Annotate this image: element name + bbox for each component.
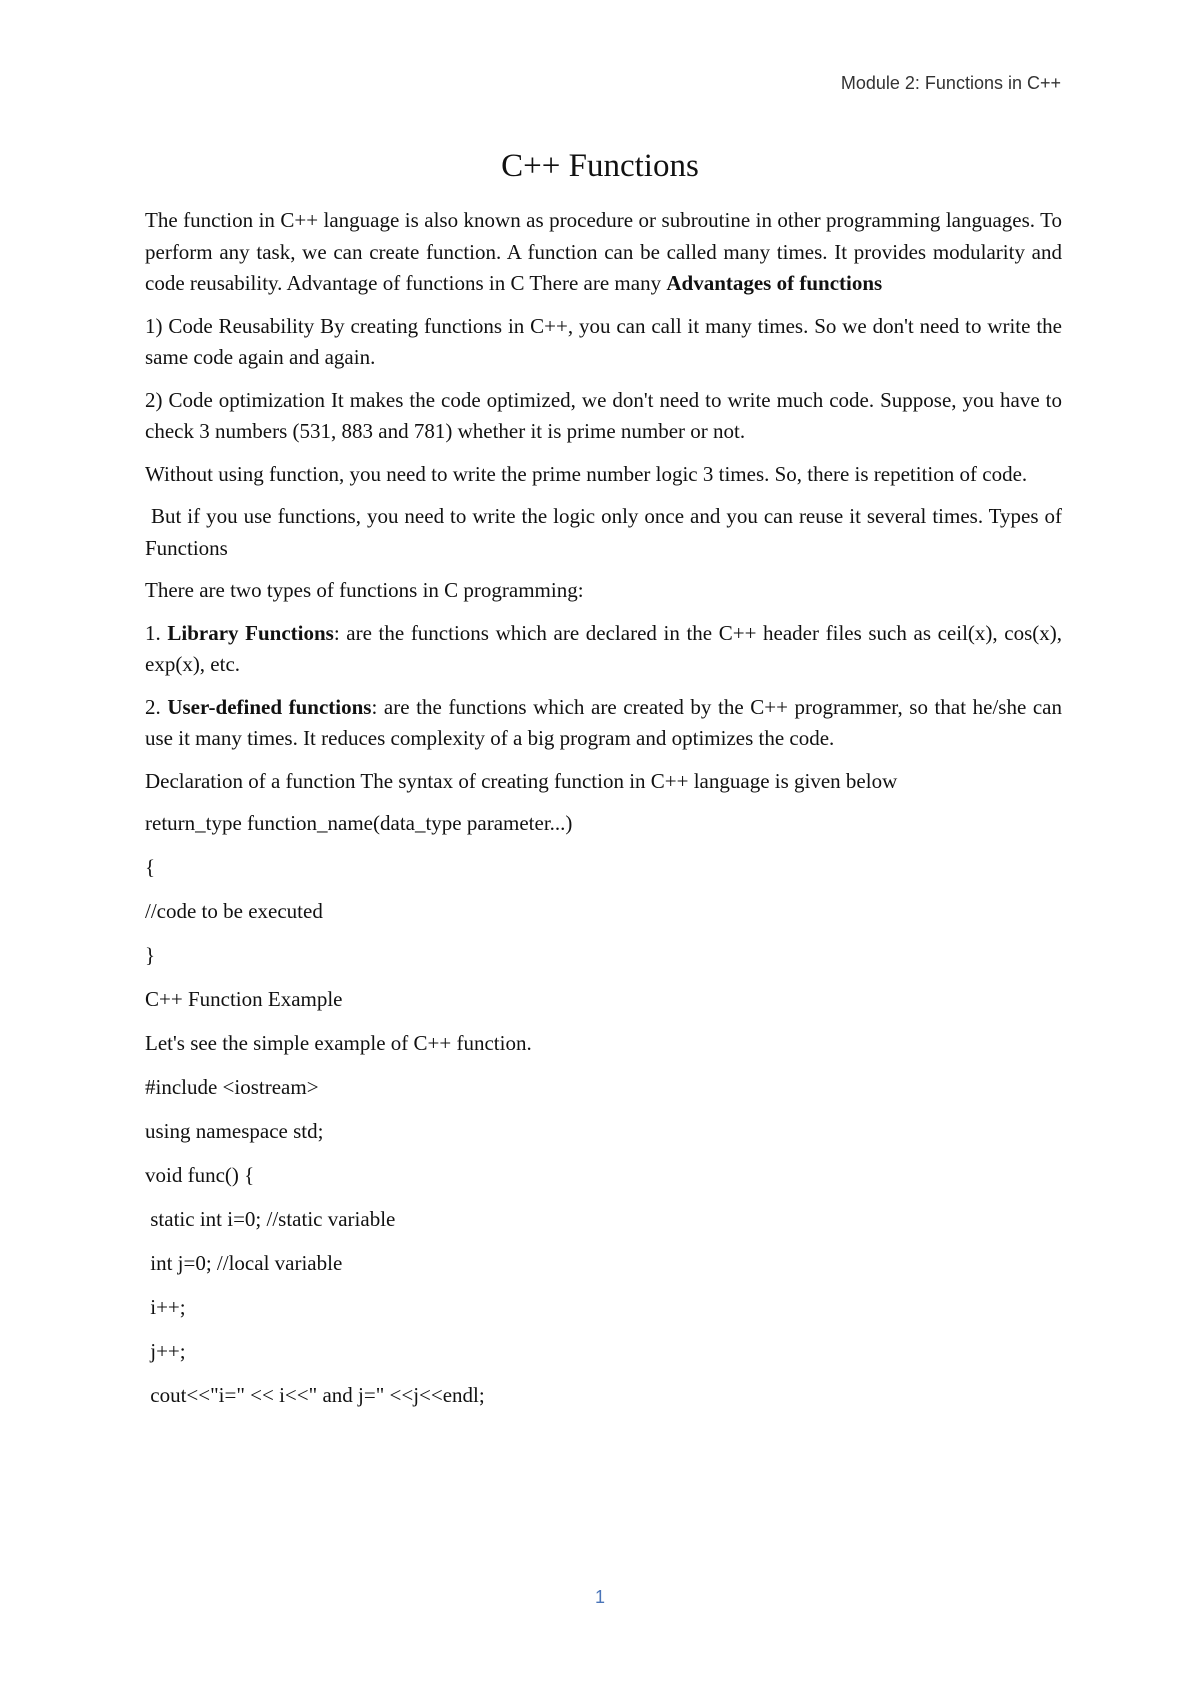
example-heading: C++ Function Example <box>145 987 343 1011</box>
code-line: using namespace std; <box>145 1119 324 1143</box>
types-intro: There are two types of functions in C programming: <box>145 578 584 602</box>
advantages-heading: Advantages of functions <box>666 271 883 295</box>
syntax-line: //code to be executed <box>145 899 323 923</box>
intro-text: The function in C++ language is also known as procedure or subroutine in other programming languages. To perform any task, we can create function. A function can be called many times. It provides modularity and code reusability. Advantage of functions in C There are many <box>145 208 1062 295</box>
with-function-paragraph: But if you use functions, you need to write the logic only once and you can reuse it several times. Types of Functions <box>145 504 1068 560</box>
type-number: 1. <box>145 620 161 645</box>
page-number: 1 <box>594 1587 605 1607</box>
page-title: C++ Functions <box>501 148 699 184</box>
type-description: : are the functions which are declared in the C++ header files such as ceil(x), cos(x), exp(x), etc. <box>145 620 1062 676</box>
type-name: User-defined functions <box>167 694 372 719</box>
without-function-paragraph: Without using function, you need to write the prime number logic 3 times. So, there is repetition of code. <box>145 461 1028 486</box>
syntax-line: return_type function_name(data_type parameter...) <box>145 811 573 835</box>
declaration-paragraph: Declaration of a function The syntax of creating function in C++ language is given below <box>145 768 898 793</box>
syntax-line: } <box>145 943 156 967</box>
code-line: j++; <box>145 1339 186 1363</box>
type-name: Library Functions <box>167 620 334 645</box>
code-line: cout<<"i=" << i<<" and j=" <<j<<endl; <box>145 1383 485 1407</box>
type-item <box>145 692 1062 755</box>
type-number: 2. <box>145 694 161 719</box>
syntax-line: { <box>145 855 156 879</box>
advantage-item: 1) Code Reusability By creating functions in C++, you can call it many times. So we don't need to write the same code again and again. <box>145 313 1062 369</box>
code-line: static int i=0; //static variable <box>145 1207 396 1231</box>
intro-paragraph <box>145 205 1062 300</box>
type-item <box>145 618 1062 681</box>
code-line: i++; <box>145 1295 186 1319</box>
running-header: Module 2: Functions in C++ <box>840 73 1061 93</box>
code-line: int j=0; //local variable <box>145 1251 343 1275</box>
code-line: void func() { <box>145 1163 255 1187</box>
document-body <box>145 205 1068 1424</box>
advantage-item: 2) Code optimization It makes the code optimized, we don't need to write much code. Suppose, you have to check 3 numbers (531, 883 and 781) whether it is prime number or not. <box>145 387 1062 443</box>
type-description: : are the functions which are created by the C++ programmer, so that he/she can use it many times. It reduces complexity of a big program and optimizes the code. <box>145 694 1062 750</box>
code-line: #include <iostream> <box>145 1075 319 1099</box>
example-intro: Let's see the simple example of C++ function. <box>145 1031 532 1055</box>
